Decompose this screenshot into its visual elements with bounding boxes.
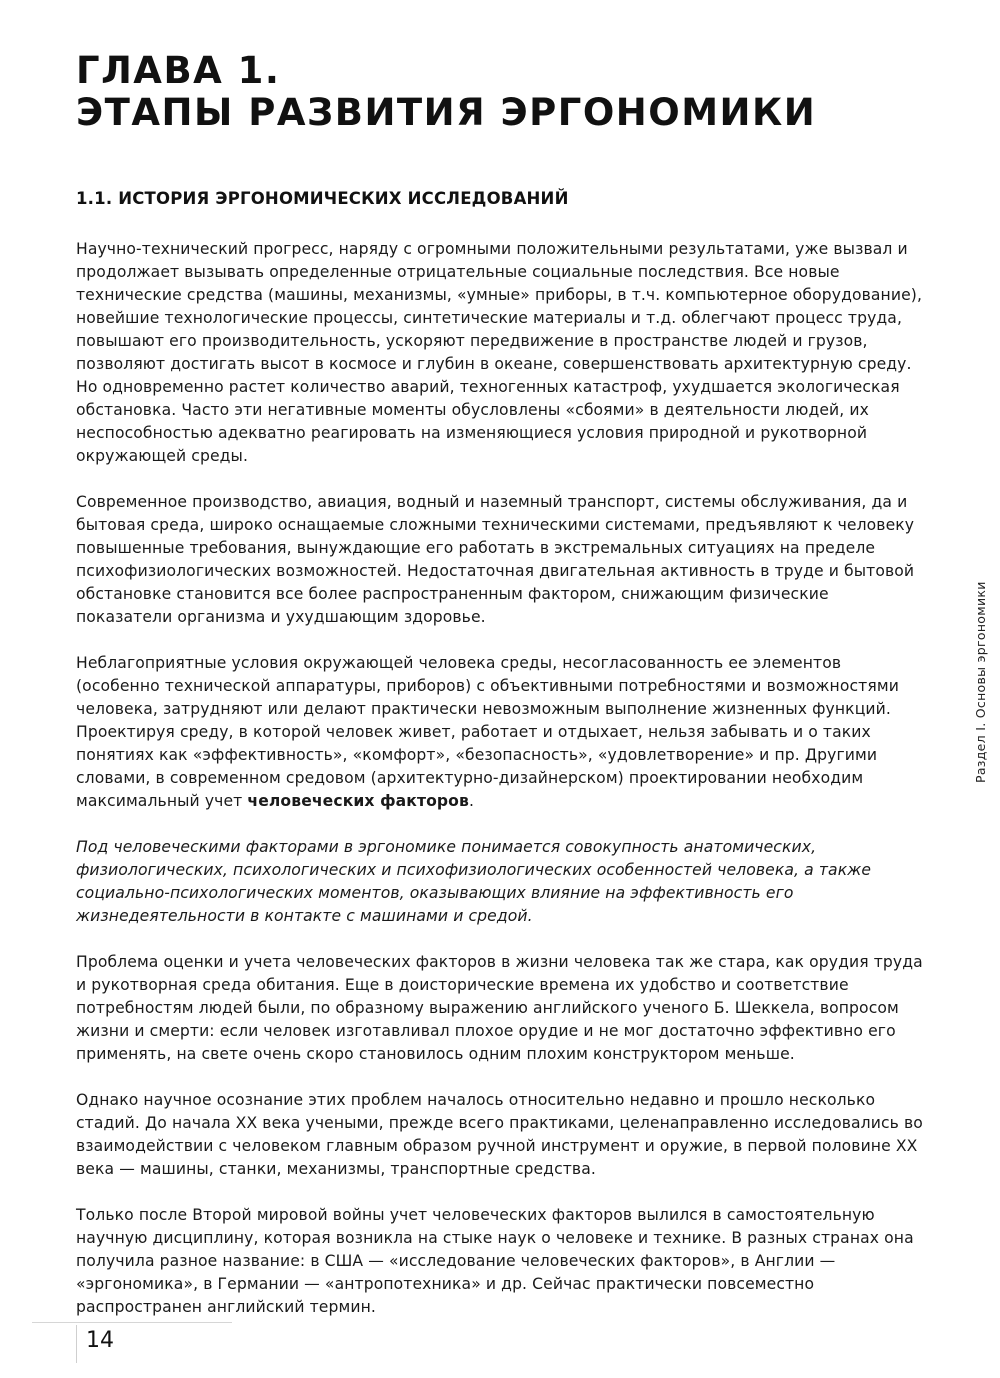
footer-divider xyxy=(32,1322,232,1323)
section-side-label: Раздел I. Основы эргономики xyxy=(973,581,988,783)
body-text xyxy=(76,238,926,1342)
paragraph-1: Научно-технический прогресс, наряду с огромными положительными результатами, уже вызвал и продолжает вызывать определенные отрицательные социальные последствия. Все новые технические средства (машины, механизмы, «умные» приборы, в т.ч. компьютерное оборудование), новейшие технологические процессы, синтетические материалы и т.д. облегчают процесс труда, повышают его производительность, ускоряют передвижение в пространстве людей и грузов, позволяют достигать высот в космосе и глубин в океане, совершенствовать архитектурную среду. Но одновременно растет количество аварий, техногенных катастроф, ухудшается экологическая обстановка. Часто эти негативные моменты обусловлены «сбоями» в деятельности людей, их неспособностью адекватно реагировать на изменяющиеся условия природной и рукотворной окружающей среды. xyxy=(76,240,923,465)
paragraph-4-definition: Под человеческими факторами в эргономике понимается совокупность анатомических, физиологических, психологических и психофизиологических особенностей человека, а также социально-психологических моментов, оказывающих влияние на эффективность его жизнедеятельности в контакте с машинами и средой. xyxy=(76,838,872,925)
chapter-title: ЭТАПЫ РАЗВИТИЯ ЭРГОНОМИКИ xyxy=(76,91,817,134)
page-number: 14 xyxy=(86,1328,114,1353)
chapter-number: ГЛАВА 1. xyxy=(76,49,281,92)
paragraph-3-end: . xyxy=(468,792,475,810)
paragraph-3-bold-term: человеческих факторов xyxy=(247,792,469,810)
paragraph-6: Однако научное осознание этих проблем началось относительно недавно и прошло несколько стадий. До начала XX века учеными, прежде всего практиками, целенаправленно исследовались во взаимодействии с человеком главным образом ручной инструмент и оружие, в первой половине XX века — машины, станки, механизмы, транспортные средства. xyxy=(76,1091,923,1178)
paragraph-7: Только после Второй мировой войны учет человеческих факторов вылился в самостоятельную научную дисциплину, которая возникла на стыке наук о человеке и технике. В разных странах она получила разное название: в США — «исследование человеческих факторов», в Англии — «эргономика», в Германии — «антропотехника» и др. Сейчас практически повсеместно распространен английский термин. xyxy=(76,1206,914,1316)
paragraph-3 xyxy=(76,652,926,813)
paragraph-2: Современное производство, авиация, водный и наземный транспорт, системы обслуживания, да и бытовая среда, широко оснащаемые сложными техническими системами, предъявляют к человеку повышенные требования, вынуждающие его работать в экстремальных ситуациях на пределе психофизиологических возможностей. Недостаточная двигательная активность в труде и бытовой обстановке становится все более распространенным фактором, снижающим физические показатели организма и ухудшающим здоровье. xyxy=(76,493,915,626)
section-title: 1.1. ИСТОРИЯ ЭРГОНОМИЧЕСКИХ ИССЛЕДОВАНИЙ xyxy=(76,189,569,208)
paragraph-3-text: Неблагоприятные условия окружающей человека среды, несогласованность ее элементов (особенно технической аппаратуры, приборов) с объективными потребностями и возможностями человека, затрудняют или делают практически невозможным выполнение жизненных функций. Проектируя среду, в которой человек живет, работает и отдыхает, нельзя забывать и о таких понятиях как «эффективность», «комфорт», «безопасность», «удовлетворение» и пр. Другими словами, в современном средовом (архитектурно-дизайнерском) проектировании необходим максимальный учет xyxy=(76,654,899,810)
footer-vertical-divider xyxy=(76,1325,77,1363)
chapter-heading xyxy=(76,50,816,134)
paragraph-5: Проблема оценки и учета человеческих факторов в жизни человека так же стара, как орудия труда и рукотворная среда обитания. Еще в доисторические времена их удобство и соответствие потребностям людей были, по образному выражению английского ученого Б. Шеккела, вопросом жизни и смерти: если человек изготавливал плохое орудие и не мог достаточно эффективно его применять, на свете очень скоро становилось одним плохим конструктором меньше. xyxy=(76,953,923,1063)
